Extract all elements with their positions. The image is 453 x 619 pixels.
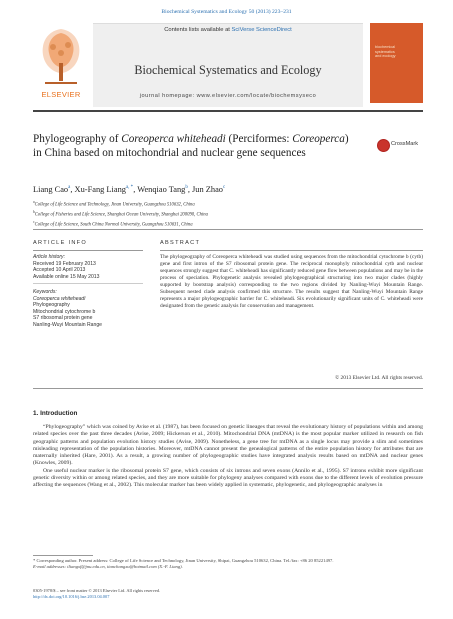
article-info-heading: ARTICLE INFO <box>33 240 88 246</box>
crossmark-badge[interactable] <box>377 139 423 155</box>
paragraph: One useful nuclear marker is the ribosomal protein S7 gene, which consists of six introns and seven exons (Annilo et al., 1995). S7 introns exhibit more significant genetic diversity within or among related species, and they are more suitable for phylogeny analyses compared with exons due to the different levels of evolution pressure affecting the sequences (Wang et al., 2002). This molecular marker has been widely applied in systematic, phylogenetic, and phylogeographic analyses in <box>33 467 423 488</box>
affiliation <box>33 219 423 229</box>
introduction-heading: 1. Introduction <box>33 410 78 417</box>
footnote-rule <box>33 555 93 556</box>
crossmark-icon <box>377 139 390 152</box>
crossmark-label: CrossMark <box>391 141 419 147</box>
received-date: Received 19 February 2013 <box>33 260 96 267</box>
keyword: Nanling-Wuyi Mountain Range <box>33 321 102 328</box>
history-label: Article history: <box>33 254 65 260</box>
keywords-rule <box>33 283 143 284</box>
journal-cover-thumbnail[interactable] <box>370 23 423 103</box>
author-name[interactable]: Xu-Fang Liang <box>74 185 126 194</box>
email-note[interactable]: E-mail addresses: tliangxf@jnu.edu.cn, tianchangxu@hotmail.com (X.-F. Liang). <box>33 564 183 569</box>
journal-title: Biochemical Systematics and Ecology <box>134 63 322 77</box>
author-affil-mark[interactable]: c <box>222 185 226 191</box>
footnotes <box>33 558 423 570</box>
article-info-rule <box>33 250 143 251</box>
title-part: ) in China based on mitochondrial and nuclear gene sequences <box>33 133 349 159</box>
paragraph: “Phylogeography” which was coined by Avise et al. (1987), has been focused on genetic lineages that reveal the evolutionary history of populations within and among related species over the past three decades (Avise, 2009; Hickerson et al., 2010). Mitochondrial DNA (mtDNA) is the most popular marker utilized in research on fish geographic patterns and population evolution history studies (Avise, 2009). Nonetheless, a gene tree for mtDNA as a single locus may provide a slim and sometimes misleading representation of the population histories. Moreover, mtDNA cannot present the genealogical patterns of the entire population history for attributes that are maternally inherited (Hare, 2001). As a result, a growing number of phylogeographic studies have integrated analysis results based on mtDNA and nuclear genes (Knowles, 2009). <box>33 424 423 467</box>
author-affil-mark[interactable]: a, * <box>125 185 134 191</box>
running-head[interactable]: Biochemical Systematics and Ecology 50 (2013) 223–231 <box>161 9 292 15</box>
masthead-rule <box>33 110 423 112</box>
copyright-line: © 2013 Elsevier Ltd. All rights reserved. <box>335 375 423 381</box>
corresponding-author-note: * Corresponding author. Present address: College of Life Science and Technology, Jinan University, Shipai, Guangzhou 510632, China. Tel./fax: +86 20 85221497. <box>33 558 334 563</box>
title-part: Phylogeography of <box>33 133 122 145</box>
author-name[interactable]: Jun Zhao <box>192 185 223 194</box>
keyword: Mitochondrial cytochrome b <box>33 308 96 315</box>
cover-text: biochemical systematics and ecology <box>375 45 396 59</box>
journal-masthead <box>33 23 423 106</box>
publisher-name: ELSEVIER <box>41 90 81 99</box>
author-name[interactable]: Wenqiao Tang <box>137 185 186 194</box>
doi-link[interactable]: http://dx.doi.org/10.1016/j.bse.2013.04.007 <box>33 593 110 599</box>
section-rule <box>33 229 423 230</box>
article-history <box>33 254 143 280</box>
keyword: S7 ribosomal protein gene <box>33 315 93 321</box>
author-list: Liang Cao$^a$, Xu-Fang Liang$^{a, *}$, Wenqiao Tang$^b$, Jun Zhao$^c$ <box>33 185 226 194</box>
sciencedirect-link[interactable]: SciVerse ScienceDirect <box>231 27 292 33</box>
affil-text: College of Life Science, South China Normal University, Guangzhou 510631, China <box>34 222 193 228</box>
online-date: Available online 15 May 2013 <box>33 273 100 280</box>
homepage-prefix: journal homepage: <box>139 93 195 99</box>
homepage-link[interactable]: www.elsevier.com/locate/biochemsyseco <box>196 93 317 99</box>
keyword: Coreoperca whiteheadi <box>33 295 86 302</box>
keywords-label: Keywords: <box>33 289 57 295</box>
introduction-body <box>33 424 423 489</box>
affiliations <box>33 199 423 229</box>
affil-text: College of Life Science and Technology, Jinan University, Guangzhou 510632, China <box>34 202 195 208</box>
abstract-text: The phylogeography of Coreoperca whiteheadi was studied using sequences from the mitochondrial cytochrome b (cytb) gene and first intron of the S7 ribosomal protein gene. The reciprocal monophyly mitochondrial cytb and nuclear sequences strongly suggest that C. whiteheadi has significantly reduced gene flow between populations and may be in the process of speciation. Phylogenetic analysis revealed phylogeographical structuring into two major clades (highly supported by bootstrap analysis) corresponding to the two regions divided by Nanling-Wuyi Mountain Range. Subsequent nested clade analysis confirmed this structure. The results suggest that Nanling-Wuyi Mountain Range represents a major phylogeographic barrier for C. whiteheadi. Six evolutionarily significant units of C. whiteheadi were designated from the genetic analysis for conservation and management. <box>160 254 423 310</box>
keywords-block <box>33 289 143 328</box>
affiliation <box>33 199 423 209</box>
contents-line <box>93 27 363 33</box>
author-affil-mark[interactable]: a <box>68 185 71 191</box>
contents-prefix: Contents lists available at <box>164 27 230 33</box>
issn-line: 0305-1978/$ – see front matter © 2013 Elsevier Ltd. All rights reserved. <box>33 588 161 593</box>
keyword: Phylogeography <box>33 302 70 308</box>
accepted-date: Accepted 10 April 2013 <box>33 267 86 273</box>
article-title <box>33 133 353 160</box>
affil-text: College of Fisheries and Life Science, Shanghai Ocean University, Shanghai 200090, China <box>34 212 208 218</box>
title-species: Coreoperca whiteheadi <box>121 133 226 145</box>
footer-meta <box>33 588 423 600</box>
author-affil-mark[interactable]: b <box>185 185 188 191</box>
title-part: (Perciformes: <box>225 133 293 145</box>
affil-mark: b <box>33 209 35 214</box>
affiliation <box>33 209 423 219</box>
abstract-rule <box>160 250 423 251</box>
author-name[interactable]: Liang Cao <box>33 185 69 194</box>
affil-mark: c <box>33 219 35 224</box>
abstract-end-rule <box>33 388 423 389</box>
title-genus: Coreoperca <box>292 133 345 145</box>
affil-mark: a <box>33 200 35 204</box>
elsevier-tree-icon <box>33 23 89 89</box>
elsevier-logo[interactable] <box>33 23 89 103</box>
abstract-heading: ABSTRACT <box>160 240 201 246</box>
journal-homepage <box>93 93 363 99</box>
masthead-center <box>93 23 363 107</box>
